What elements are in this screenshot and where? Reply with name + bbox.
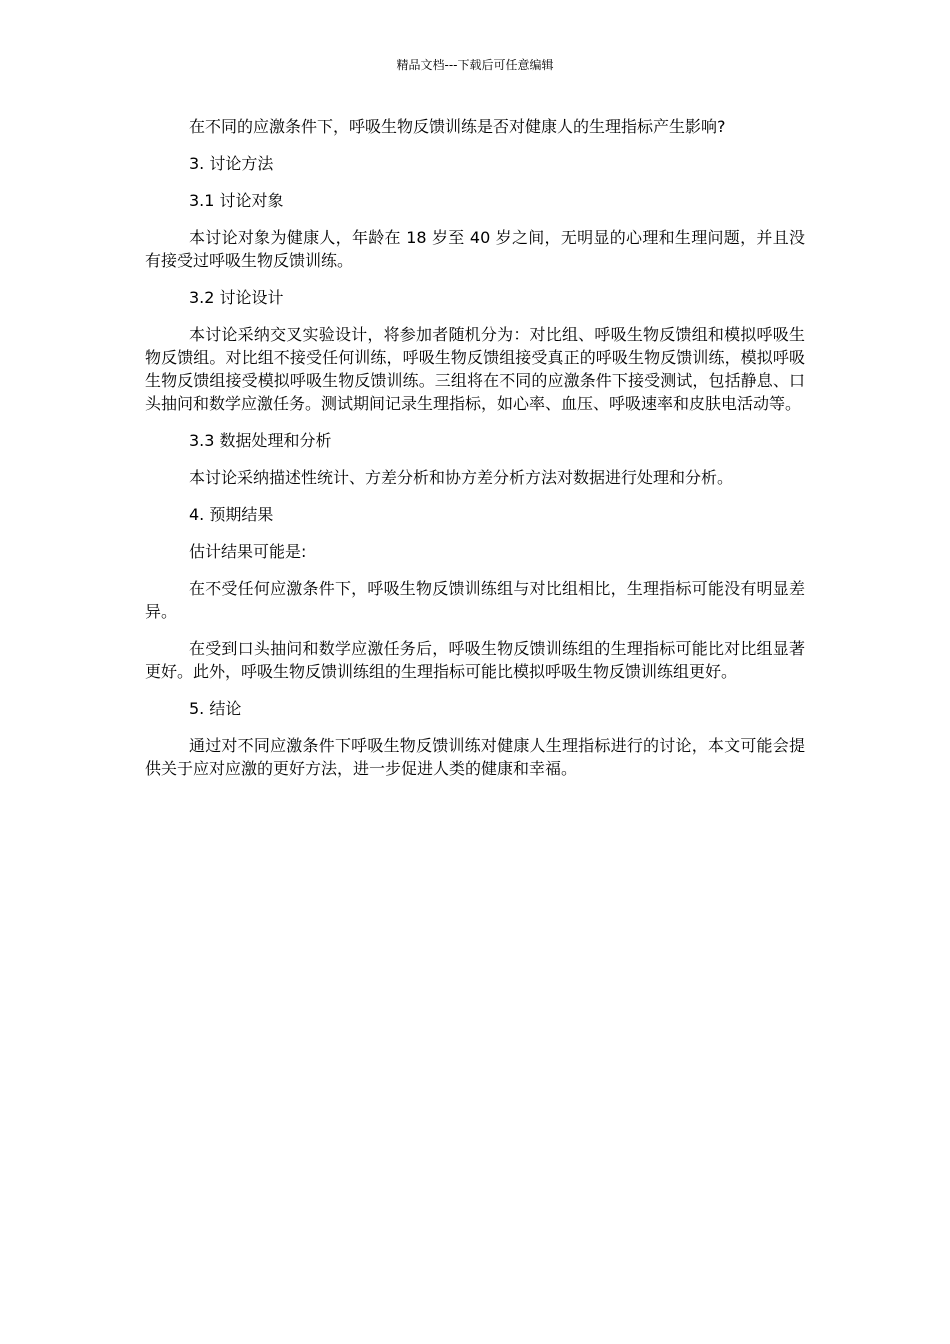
research-question: 在不同的应激条件下，呼吸生物反馈训练是否对健康人的生理指标产生影响? (189, 117, 726, 136)
expected-result-1: 在不受任何应激条件下，呼吸生物反馈训练组与对比组相比，生理指标可能没有明显差异。 (145, 579, 805, 621)
expected-intro: 估计结果可能是: (189, 542, 307, 561)
subjects-paragraph: 本讨论对象为健康人，年龄在 18 岁至 40 岁之间，无明显的心理和生理问题，并且没有接受过呼吸生物反馈训练。 (145, 228, 805, 270)
conclusion-paragraph: 通过对不同应激条件下呼吸生物反馈训练对健康人生理指标进行的讨论，本文可能会提供关于应对应激的更好方法，进一步促进人类的健康和幸福。 (145, 736, 805, 778)
document-body (145, 115, 805, 794)
subsection-heading-analysis: 3.3 数据处理和分析 (189, 431, 332, 450)
section-heading-methods: 3. 讨论方法 (189, 154, 274, 173)
section-heading-conclusion: 5. 结论 (189, 699, 242, 718)
design-paragraph: 本讨论采纳交叉实验设计，将参加者随机分为：对比组、呼吸生物反馈组和模拟呼吸生物反馈组。对比组不接受任何训练，呼吸生物反馈组接受真正的呼吸生物反馈训练，模拟呼吸生物反馈组接受模拟呼吸生物反馈训练。三组将在不同的应激条件下接受测试，包括静息、口头抽问和数学应激任务。测试期间记录生理指标，如心率、血压、呼吸速率和皮肤电活动等。 (145, 325, 805, 413)
subsection-heading-design: 3.2 讨论设计 (189, 288, 284, 307)
page-header: 精品文档---下载后可任意编辑 (396, 58, 554, 72)
subsection-heading-subjects: 3.1 讨论对象 (189, 191, 284, 210)
analysis-paragraph: 本讨论采纳描述性统计、方差分析和协方差分析方法对数据进行处理和分析。 (189, 468, 734, 487)
expected-result-2: 在受到口头抽问和数学应激任务后，呼吸生物反馈训练组的生理指标可能比对比组显著更好。此外，呼吸生物反馈训练组的生理指标可能比模拟呼吸生物反馈训练组更好。 (145, 639, 805, 681)
section-heading-expected-results: 4. 预期结果 (189, 505, 274, 524)
